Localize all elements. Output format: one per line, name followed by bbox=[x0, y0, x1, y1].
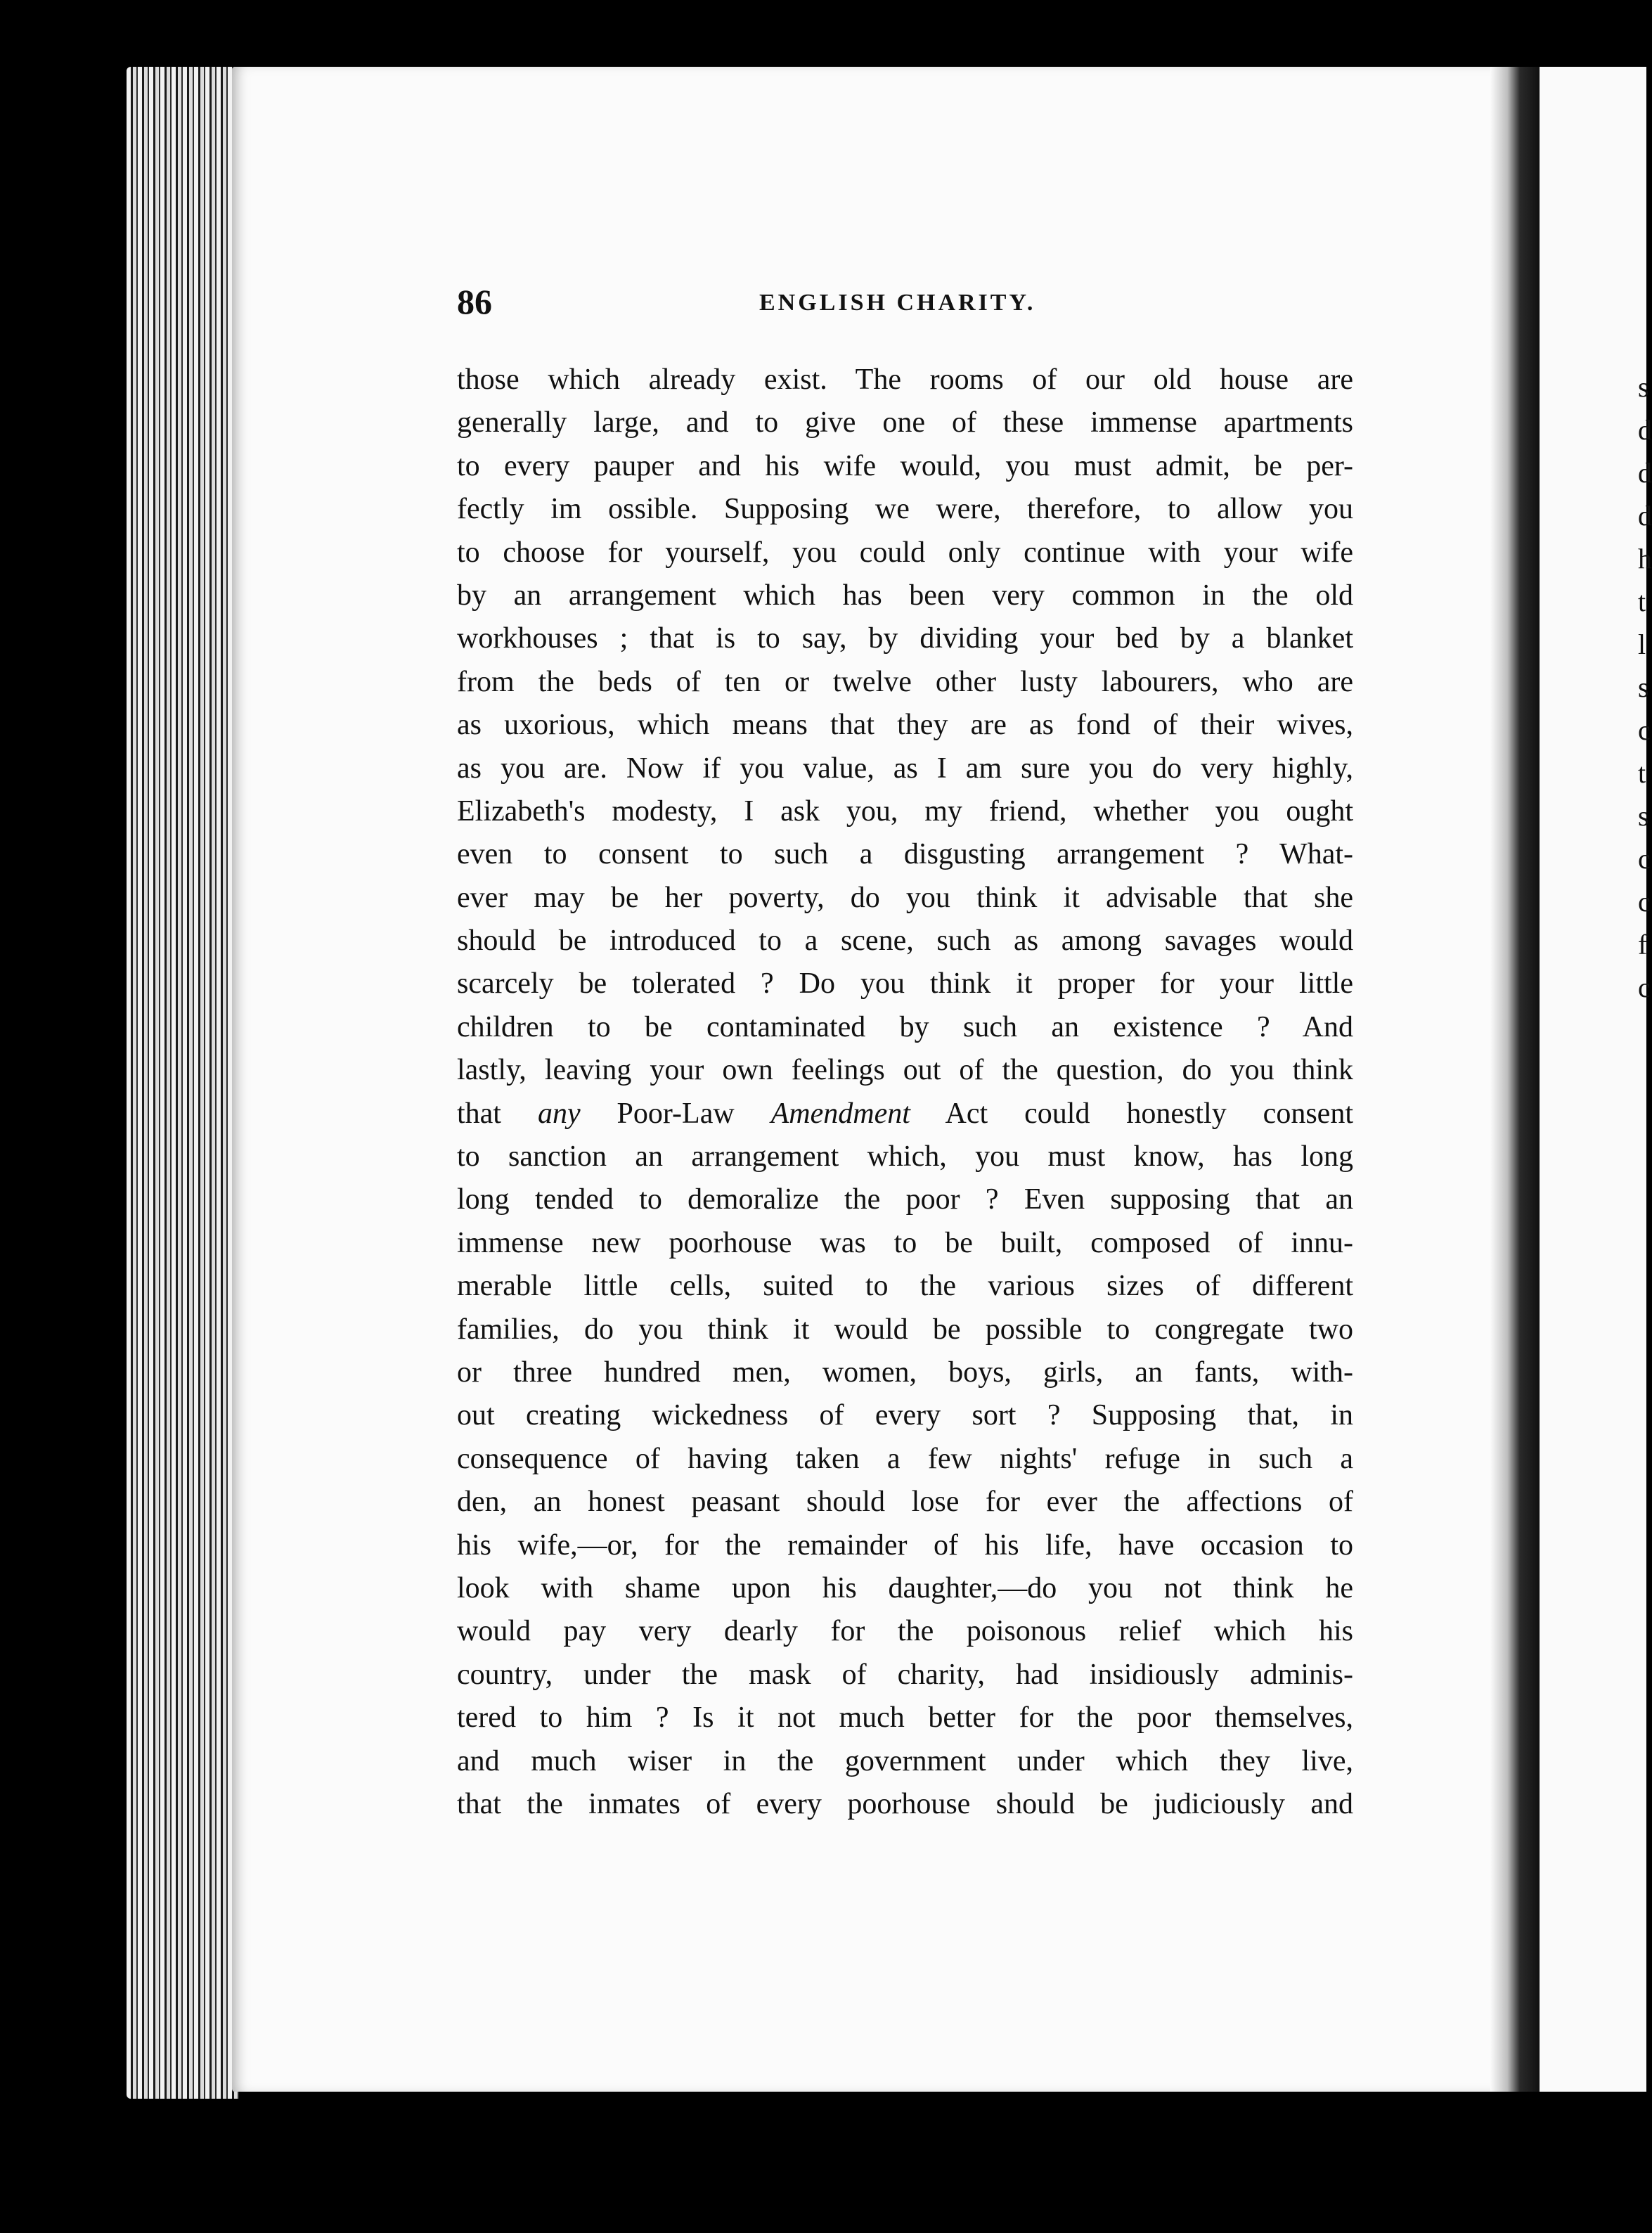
text-line: lastly, leaving your own feelings out of the question, do you think bbox=[457, 1054, 1353, 1087]
text-line: families, do you think it would be possible to congregate two bbox=[457, 1313, 1353, 1346]
book-gutter-shadow bbox=[1490, 67, 1540, 2092]
text-line: by an arrangement which has been very common in the old bbox=[457, 579, 1353, 612]
body-text bbox=[457, 359, 1353, 1826]
text-line: out creating wickedness of every sort ? Supposing that, in bbox=[457, 1399, 1353, 1432]
text-line: as uxorious, which means that they are as fond of their wives, bbox=[457, 709, 1353, 742]
page-number: 86 bbox=[457, 282, 492, 321]
facing-page-sliver bbox=[1540, 67, 1652, 2092]
text-line: Elizabeth's modesty, I ask you, my friend, whether you ought bbox=[457, 794, 1353, 828]
text-line: scarcely be tolerated ? Do you think it proper for your little bbox=[457, 967, 1353, 1000]
text-line: den, an honest peasant should lose for ever the affections of bbox=[457, 1486, 1353, 1519]
text-line: to every pauper and his wife would, you must admit, be per- bbox=[457, 449, 1353, 482]
text-line: or three hundred men, women, boys, girls, an fants, with- bbox=[457, 1356, 1353, 1389]
text-line: look with shame upon his daughter,—do you not think he bbox=[457, 1571, 1353, 1604]
text-line: merable little cells, suited to the various sizes of different bbox=[457, 1270, 1353, 1303]
book-page-edges bbox=[127, 67, 239, 2099]
text-line: workhouses ; that is to say, by dividing your bed by a blanket bbox=[457, 622, 1353, 655]
text-line: to sanction an arrangement which, you must know, has long bbox=[457, 1140, 1353, 1173]
text-line: those which already exist. The rooms of our old house are bbox=[457, 363, 1353, 396]
text-line: tered to him ? Is it not much better for the poor themselves, bbox=[457, 1701, 1353, 1735]
text-line: that the inmates of every poorhouse should be judiciously and bbox=[457, 1787, 1353, 1820]
text-line: fectly im ossible. Supposing we were, therefore, to allow you bbox=[457, 493, 1353, 526]
text-line: should be introduced to a scene, such as among savages would bbox=[457, 925, 1353, 958]
facing-page-letters: s d d d h t l s c t s c c f c bbox=[1638, 371, 1652, 1003]
text-line: children to be contaminated by such an existence ? And bbox=[457, 1010, 1353, 1043]
text-line: as you are. Now if you value, as I am sure you do very highly, bbox=[457, 752, 1353, 785]
page-header bbox=[457, 281, 1350, 323]
text-line: ever may be her poverty, do you think it advisable that she bbox=[457, 881, 1353, 914]
text-line: generally large, and to give one of these immense apartments bbox=[457, 406, 1353, 439]
text-line: would pay very dearly for the poisonous relief which his bbox=[457, 1615, 1353, 1648]
text-line: that any Poor-Law Amendment Act could honestly consent bbox=[457, 1097, 1353, 1130]
text-line: and much wiser in the government under which they live, bbox=[457, 1744, 1353, 1777]
text-line: long tended to demoralize the poor ? Even supposing that an bbox=[457, 1183, 1353, 1216]
text-line: country, under the mask of charity, had insidiously adminis- bbox=[457, 1658, 1353, 1691]
text-line: immense new poorhouse was to be built, composed of innu- bbox=[457, 1226, 1353, 1259]
text-line: his wife,—or, for the remainder of his life, have occasion to bbox=[457, 1529, 1353, 1562]
text-line: from the beds of ten or twelve other lusty labourers, who are bbox=[457, 665, 1353, 698]
text-line: even to consent to such a disgusting arrangement ? What- bbox=[457, 838, 1353, 871]
text-line: to choose for yourself, you could only continue with your wife bbox=[457, 536, 1353, 569]
text-line: consequence of having taken a few nights' refuge in such a bbox=[457, 1442, 1353, 1475]
running-head: ENGLISH CHARITY. bbox=[759, 290, 1036, 316]
